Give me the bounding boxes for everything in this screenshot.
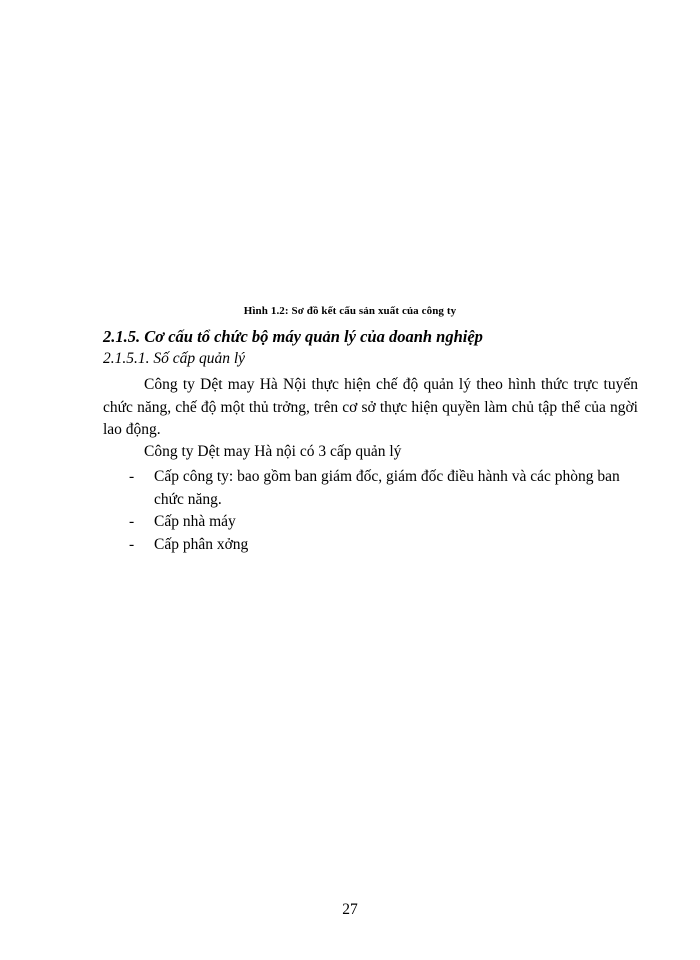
list-item (129, 466, 638, 511)
list-item (129, 534, 638, 557)
paragraph-text: Công ty Dệt may Hà Nội thực hiện chế độ quản lý theo hình thức trực tuyến chức năng, chế độ một thủ trởng, trên cơ sở thực hiện quyền làm chủ tập thể của ngời lao động. (103, 376, 638, 438)
list-item-text: Cấp công ty: bao gồm ban giám đốc, giám đốc điều hành và các phòng ban chức năng. (154, 468, 620, 508)
levels-intro: Công ty Dệt may Hà nội có 3 cấp quản lý (144, 443, 402, 460)
section-heading: 2.1.5. Cơ cấu tổ chức bộ máy quản lý của doanh nghiệp (103, 327, 483, 346)
subsection-heading: 2.1.5.1. Số cấp quản lý (103, 350, 246, 367)
bullet-dash: - (129, 468, 135, 485)
figure-caption: Hình 1.2: Sơ đồ kết cấu sản xuất của công ty (243, 305, 457, 317)
body-paragraph (103, 374, 638, 442)
bullet-dash: - (129, 513, 135, 530)
list-item-text: Cấp nhà máy (154, 513, 236, 530)
list-item (129, 511, 638, 534)
page-number: 27 (342, 901, 358, 918)
bullet-dash: - (129, 535, 135, 553)
list-item-text: Cấp phân xởng (154, 535, 249, 553)
levels-list (129, 466, 638, 556)
